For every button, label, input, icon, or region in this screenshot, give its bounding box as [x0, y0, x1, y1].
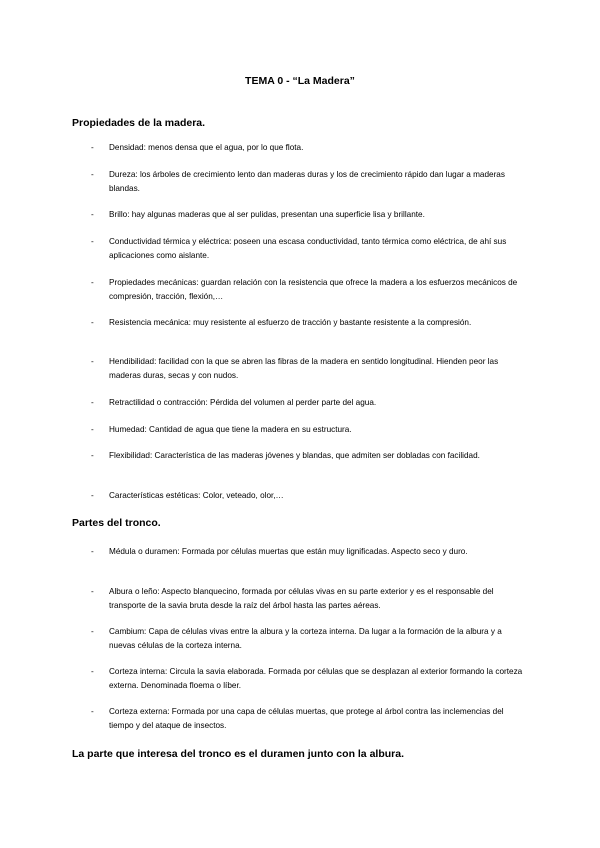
list-item-text: Densidad: menos densa que el agua, por lo que flota. [109, 143, 304, 152]
bullet-dash: - [91, 587, 94, 596]
list-item-text: Retractilidad o contracción: Pérdida del volumen al perder parte del agua. [109, 398, 377, 407]
bullet-dash: - [91, 237, 94, 246]
bullet-dash: - [91, 491, 94, 500]
list-item-text: Corteza interna: Circula la savia elaborada. Formada por células que se desplazan al exterior formando la corteza externa. Denominada floema o líber. [109, 667, 523, 690]
list-item-text: Hendibilidad: facilidad con la que se abren las fibras de la madera en sentido longitudinal. Hienden peor las maderas duras, secas y con nudos. [109, 357, 499, 380]
list-item-text: Corteza externa: Formada por una capa de células muertas, que protege al árbol contra las inclemencias del tiempo y del ataque de insectos. [109, 707, 504, 730]
bullet-dash: - [91, 170, 94, 179]
list-item-text: Resistencia mecánica: muy resistente al esfuerzo de tracción y bastante resistente a la compresión. [109, 318, 472, 327]
bullet-dash: - [91, 451, 94, 460]
section-heading-propiedades: Propiedades de la madera. [72, 117, 206, 129]
list-item-text: Brillo: hay algunas maderas que al ser pulidas, presentan una superficie lisa y brillante. [109, 210, 425, 219]
section-heading-partes: Partes del tronco. [72, 517, 161, 529]
bullet-dash: - [91, 357, 94, 366]
list-item-text: Dureza: los árboles de crecimiento lento dan maderas duras y los de crecimiento rápido dan lugar a maderas blandas. [109, 170, 505, 193]
document-title: TEMA 0 - “La Madera” [245, 75, 355, 87]
bullet-dash: - [91, 707, 94, 716]
list-item-text: Características estéticas: Color, veteado, olor,… [109, 491, 284, 500]
list-item-text: Albura o leño: Aspecto blanquecino, formada por células vivas en su parte exterior y es el responsable del transporte de la savia bruta desde la raíz del árbol hasta las partes aéreas. [109, 587, 494, 610]
conclusion-text: La parte que interesa del tronco es el duramen junto con la albura. [72, 748, 404, 760]
bullet-dash: - [91, 278, 94, 287]
list-item-text: Propiedades mecánicas: guardan relación con la resistencia que ofrece la madera a los esfuerzos mecánicos de compresión, tracción, flexión,… [109, 278, 518, 301]
bullet-dash: - [91, 210, 94, 219]
list-item-text: Flexibilidad: Característica de las maderas jóvenes y blandas, que admiten ser dobladas con facilidad. [109, 451, 480, 460]
bullet-dash: - [91, 425, 94, 434]
bullet-dash: - [91, 143, 94, 152]
list-item-text: Médula o duramen: Formada por células muertas que están muy lignificadas. Aspecto seco y duro. [109, 547, 468, 556]
bullet-dash: - [91, 318, 94, 327]
bullet-dash: - [91, 627, 94, 636]
bullet-dash: - [91, 398, 94, 407]
bullet-dash: - [91, 547, 94, 556]
list-item-text: Humedad: Cantidad de agua que tiene la madera en su estructura. [109, 425, 352, 434]
bullet-dash: - [91, 667, 94, 676]
list-item-text: Conductividad térmica y eléctrica: poseen una escasa conductividad, tanto térmica como eléctrica, de ahí sus aplicaciones como aislante. [109, 237, 507, 260]
list-item-text: Cambium: Capa de células vivas entre la albura y la corteza interna. Da lugar a la formación de la albura y a nuevas células de la corteza interna. [109, 627, 502, 650]
